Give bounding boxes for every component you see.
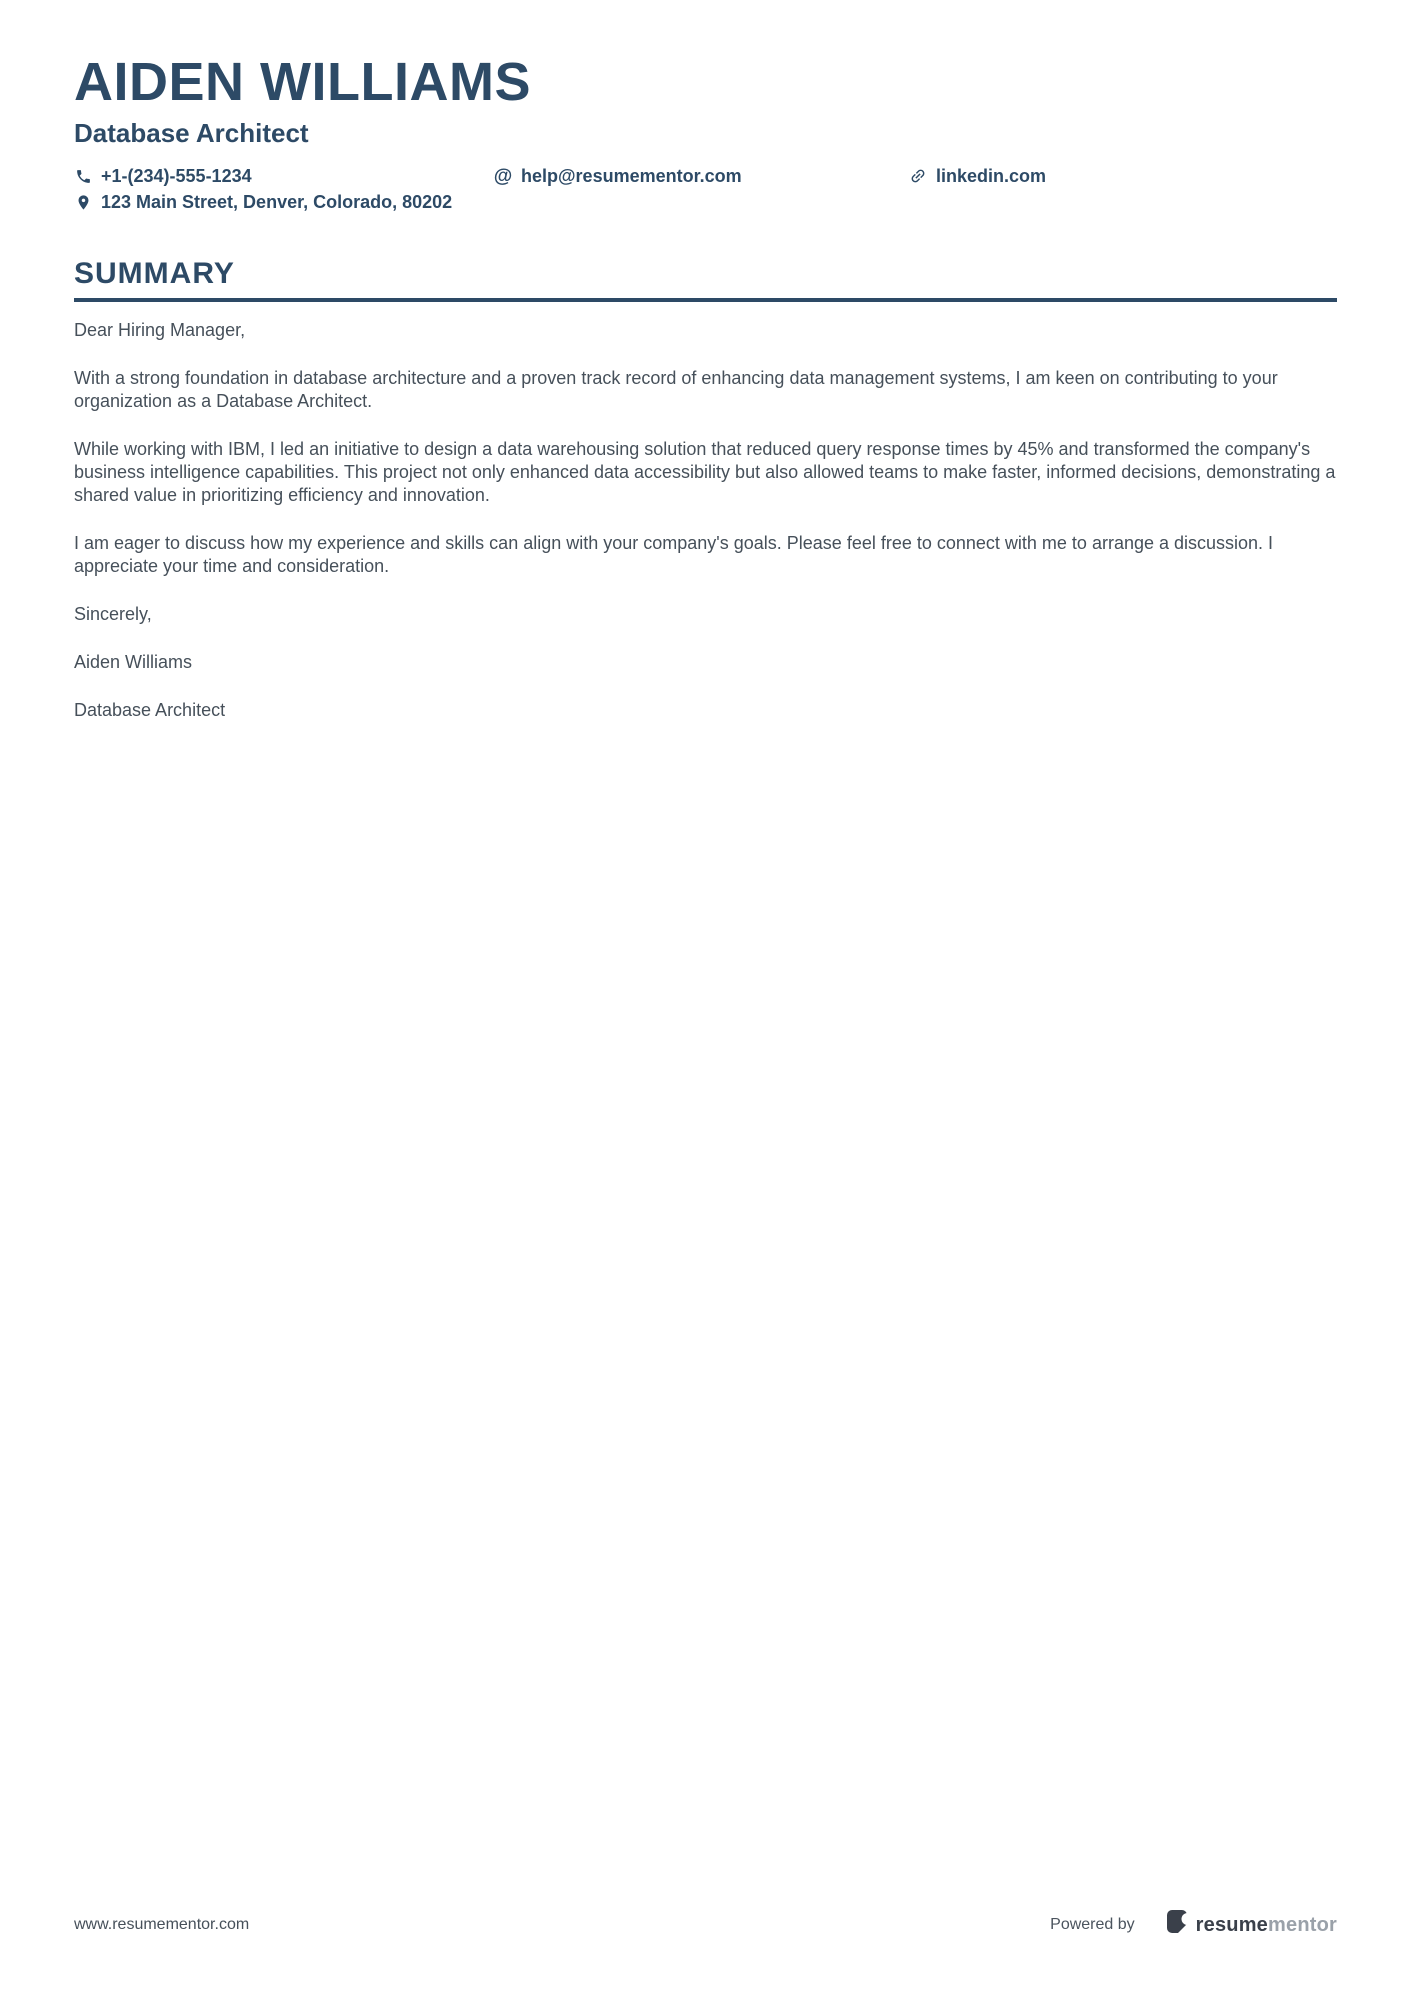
contact-linkedin[interactable] <box>909 163 1337 189</box>
linkedin-link[interactable]: linkedin.com <box>936 165 1047 186</box>
brand-logo <box>1167 1910 1337 1940</box>
letter-paragraph: While working with IBM, I led an initiative to design a data warehousing solution that reduced query response times by 45% and transformed the company's business intelligence capabilities. This project not only enhanced data accessibility but also allowed teams to make faster, informed decisions, demonstrating a shared value in prioritizing efficiency and innovation. <box>74 439 1336 506</box>
footer <box>74 1910 1337 1940</box>
contact-row-primary <box>74 163 1337 189</box>
location-pin-icon <box>74 193 92 211</box>
signature-closing: Sincerely, <box>74 604 152 625</box>
email-address[interactable]: help@resumementor.com <box>521 165 742 186</box>
signature-name: Aiden Williams <box>74 652 193 673</box>
phone-number: +1-(234)-555-1234 <box>101 165 252 186</box>
letter-paragraph: With a strong foundation in database architecture and a proven track record of enhancing data management systems, I am keen on contributing to your organization as a Database Architect. <box>74 368 1278 412</box>
at-icon: @ <box>493 165 513 187</box>
person-title: Database Architect <box>74 118 309 149</box>
contact-phone <box>74 163 494 189</box>
letter-body <box>74 319 1337 722</box>
person-name: AIDEN WILLIAMS <box>74 52 531 112</box>
brand-name-bold: resume <box>1195 1913 1269 1936</box>
brand-name <box>1196 1914 1337 1937</box>
footer-branding <box>1050 1910 1337 1940</box>
phone-icon <box>74 167 92 185</box>
summary-section <box>74 215 1337 722</box>
link-icon <box>905 163 930 188</box>
footer-website-link[interactable]: www.resumementor.com <box>74 1916 250 1933</box>
contact-row-secondary <box>74 189 1337 215</box>
address-text: 123 Main Street, Denver, Colorado, 80202 <box>101 191 453 212</box>
contact-email[interactable] <box>494 163 909 189</box>
summary-divider <box>74 298 1337 302</box>
brand-name-light: mentor <box>1268 1913 1337 1936</box>
header <box>74 52 1337 215</box>
letter-paragraph: Dear Hiring Manager, <box>74 320 246 341</box>
contact-info <box>74 163 1337 215</box>
powered-by-label: Powered by <box>1050 1916 1135 1933</box>
signature-role: Database Architect <box>74 700 226 721</box>
resumementor-logo-icon <box>1167 1910 1190 1940</box>
summary-heading: SUMMARY <box>74 257 235 291</box>
contact-address <box>74 189 1337 215</box>
letter-paragraph: I am eager to discuss how my experience and skills can align with your company's goals. Please feel free to connect with me to arrange a discussion. I appreciate your time and consideration. <box>74 533 1274 577</box>
